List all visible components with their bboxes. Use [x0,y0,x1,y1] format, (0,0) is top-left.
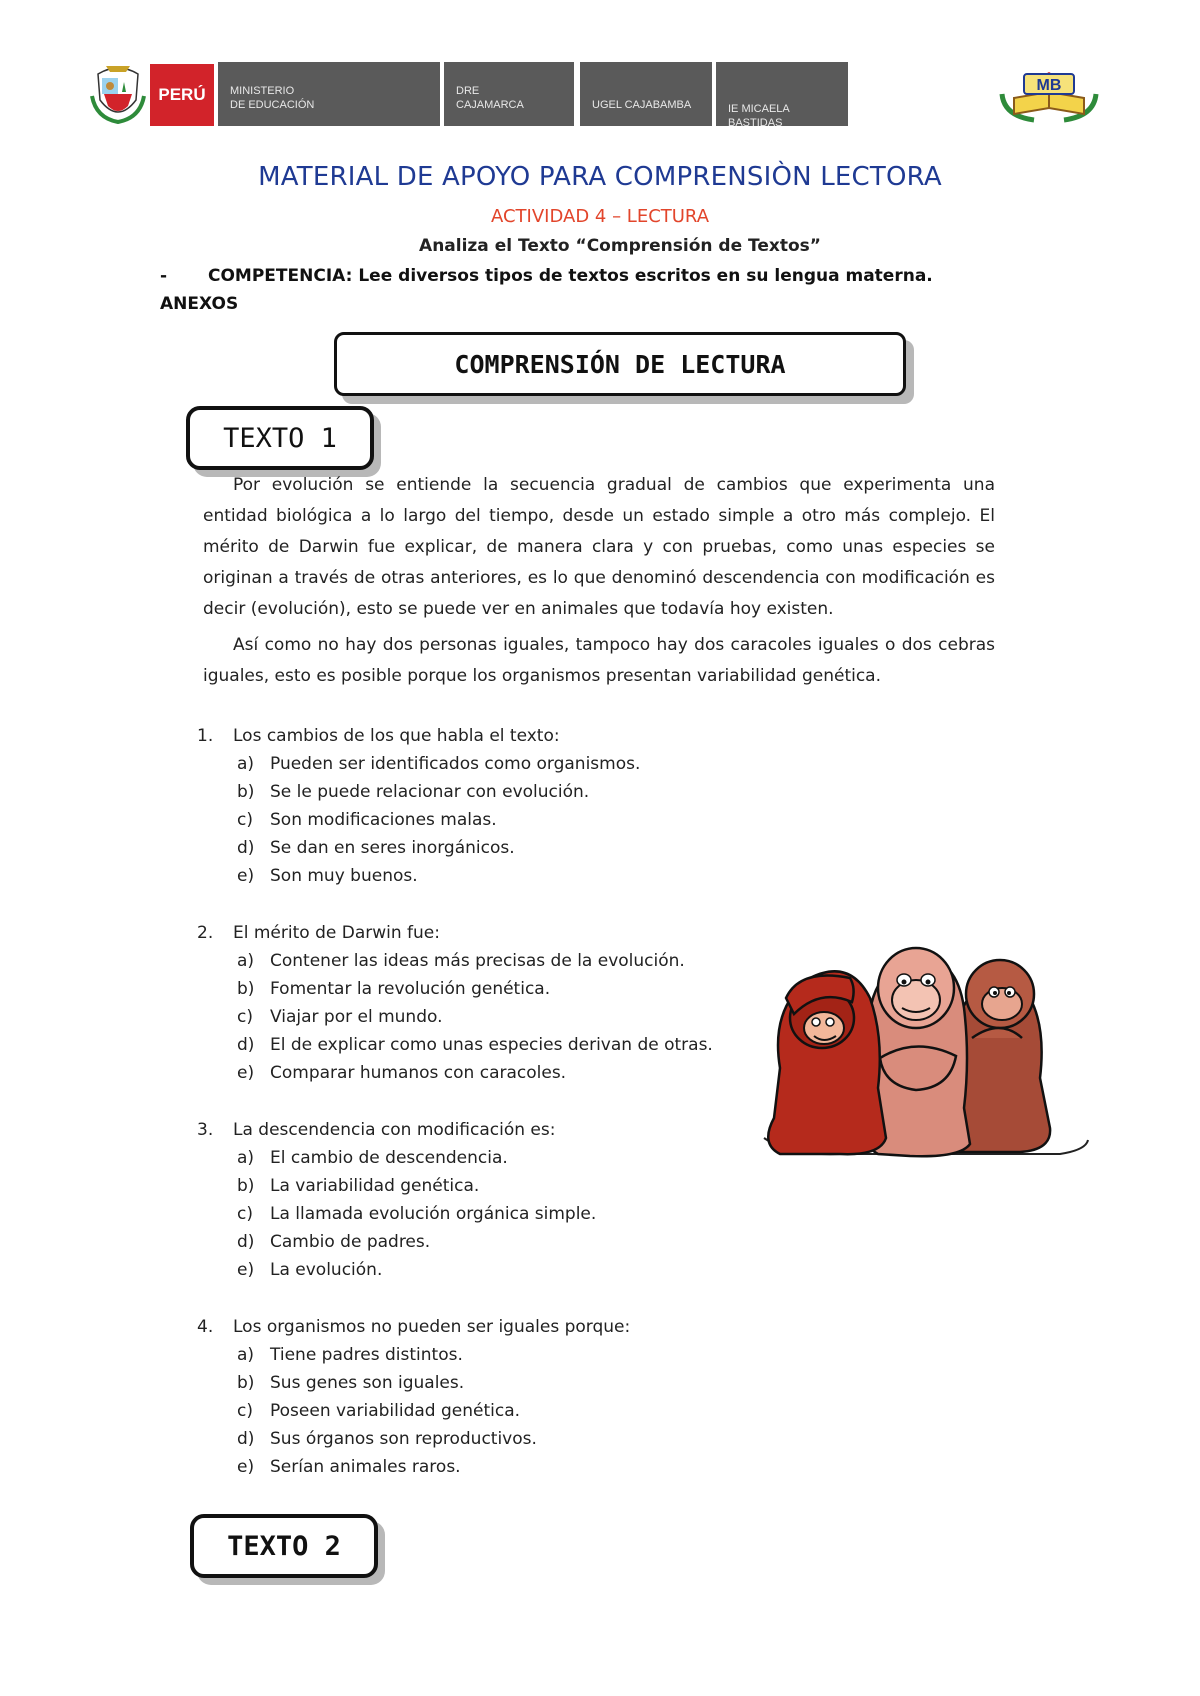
question-text: Los organismos no pueden ser iguales porque: [233,1317,631,1337]
peru-label: PERÚ [150,64,214,126]
option-letter: e) [237,1260,255,1280]
option-text: Comparar humanos con caracoles. [270,1063,567,1083]
question-text: Los cambios de los que habla el texto: [233,726,560,746]
competencia-dash: - [160,266,168,286]
option-item [197,947,713,975]
question-text: El mérito de Darwin fue: [233,923,440,943]
option-letter: c) [237,1007,253,1027]
ministerio-line2: DE EDUCACIÓN [230,99,315,111]
option-text: Cambio de padres. [270,1232,431,1252]
page-header [88,58,1108,129]
dre-box [444,62,574,126]
option-letter: c) [237,1204,253,1224]
option-text: El de explicar como unas especies derivan de otras. [270,1035,713,1055]
option-letter: e) [237,1063,255,1083]
option-letter: d) [237,1429,255,1449]
option-text: Tiene padres distintos. [270,1345,463,1365]
comprension-banner: COMPRENSIÓN DE LECTURA [334,332,906,396]
option-item [197,862,640,890]
paragraph-1: Por evolución se entiende la secuencia gradual de cambios que experimenta una entidad biológica a lo largo del tiempo, desde un estado simple a otro más complejo. El mérito de Darwin fue explicar, de manera clara y con pruebas, como unas especies se originan a través de otras anteriores, es lo que denominó descendencia con modificación es decir (evolución), esto se puede ver en animales que todavía hoy existen. [203,475,995,619]
page-title: MATERIAL DE APOYO PARA COMPRENSIÒN LECTORA [258,162,942,192]
option-item [197,834,640,862]
option-text: Poseen variabilidad genética. [270,1401,521,1421]
option-item [197,1425,630,1453]
option-letter: c) [237,1401,253,1421]
option-item [197,1172,596,1200]
option-text: La llamada evolución orgánica simple. [270,1204,597,1224]
activity-subtitle: ACTIVIDAD 4 – LECTURA [490,206,710,227]
option-letter: e) [237,866,255,886]
option-text: Sus órganos son reproductivos. [270,1429,537,1449]
competencia-text: COMPETENCIA: Lee diversos tipos de textos escritos en su lengua materna. [208,266,933,286]
question-number: 4. [197,1317,214,1337]
ministerio-box [218,62,440,126]
option-item [197,1228,596,1256]
option-text: La evolución. [270,1260,383,1280]
competencia-line [160,266,933,286]
option-letter: b) [237,1176,255,1196]
option-item [197,1256,596,1284]
option-item [197,1144,596,1172]
question-4 [197,1313,630,1481]
option-letter: b) [237,782,255,802]
three-monkeys-illustration [760,918,1090,1168]
option-letter: d) [237,1035,255,1055]
school-logo-text: MB [1036,77,1062,94]
texto1-label: TEXTO 1 [186,406,374,470]
option-item [197,806,640,834]
ugel-box [580,62,712,126]
option-letter: e) [237,1457,255,1477]
dre-line1: DRE [456,85,480,97]
question-number: 3. [197,1120,214,1140]
option-text: La variabilidad genética. [270,1176,480,1196]
anexos-heading: ANEXOS [160,294,239,314]
school-logo-icon [994,64,1104,124]
question-text: La descendencia con modificación es: [233,1120,556,1140]
option-letter: d) [237,1232,255,1252]
option-letter: b) [237,979,255,999]
option-item [197,1031,713,1059]
analiza-heading: Analiza el Texto “Comprensión de Textos” [419,236,821,256]
ie-box [716,62,848,129]
option-letter: a) [237,951,255,971]
texto2-label: TEXTO 2 [190,1514,378,1578]
question-number: 1. [197,726,214,746]
option-item [197,778,640,806]
option-text: Pueden ser identificados como organismos. [270,754,641,774]
option-letter: b) [237,1373,255,1393]
dre-line2: CAJAMARCA [456,99,524,111]
option-text: Fomentar la revolución genética. [270,979,551,999]
option-text: Se le puede relacionar con evolución. [270,782,590,802]
option-letter: a) [237,1148,255,1168]
option-item [197,1059,713,1087]
paragraph-2: Así como no hay dos personas iguales, tampoco hay dos caracoles iguales o dos cebras iguales, esto es posible porque los organismos presentan variabilidad genética. [203,635,995,686]
ministerio-line1: MINISTERIO [230,85,295,97]
option-item [197,1397,630,1425]
option-text: Son modificaciones malas. [270,810,497,830]
option-text: El cambio de descendencia. [270,1148,508,1168]
option-text: Serían animales raros. [270,1457,461,1477]
ie-line1: IE MICAELA BASTIDAS [728,103,790,129]
option-text: Viajar por el mundo. [270,1007,443,1027]
option-text: Se dan en seres inorgánicos. [270,838,515,858]
option-letter: a) [237,754,255,774]
option-text: Son muy buenos. [270,866,418,886]
option-item [197,1369,630,1397]
option-item [197,1453,630,1481]
option-item [197,1341,630,1369]
option-letter: d) [237,838,255,858]
option-text: Sus genes son iguales. [270,1373,465,1393]
option-item [197,975,713,1003]
question-number: 2. [197,923,214,943]
option-item [197,1200,596,1228]
ugel-line1: UGEL CAJABAMBA [592,99,692,111]
question-3 [197,1116,596,1284]
option-item [197,1003,713,1031]
peru-coat-of-arms-icon [88,60,148,126]
question-1 [197,722,640,890]
question-2 [197,919,713,1087]
option-item [197,750,640,778]
option-letter: c) [237,810,253,830]
option-text: Contener las ideas más precisas de la evolución. [270,951,685,971]
option-letter: a) [237,1345,255,1365]
